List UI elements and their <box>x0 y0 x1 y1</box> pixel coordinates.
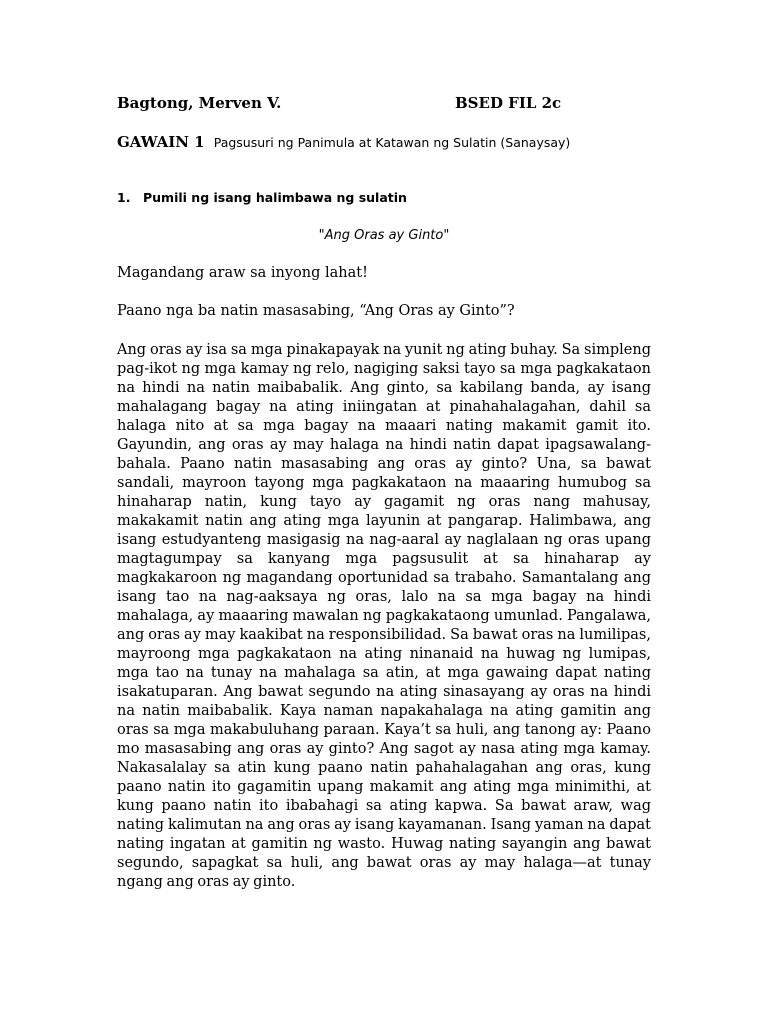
essay-greeting: Magandang araw sa inyong lahat! <box>117 265 368 281</box>
document-page <box>117 0 651 1024</box>
activity-label: GAWAIN 1 <box>117 133 205 151</box>
activity-description: Pagsusuri ng Panimula at Katawan ng Sulatin (Sanaysay) <box>213 135 571 150</box>
activity-heading <box>117 132 651 151</box>
author-name: Bagtong, Merven V. <box>117 94 282 112</box>
essay-title: "Ang Oras ay Ginto" <box>318 228 450 243</box>
essay-question: Paano nga ba natin masasabing, “Ang Oras ay Ginto”? <box>117 303 515 319</box>
instruction-number: 1. <box>117 190 131 205</box>
instruction-item <box>117 190 407 205</box>
instruction-text: Pumili ng isang halimbawa ng sulatin <box>143 190 407 205</box>
essay-body-paragraph: Ang oras ay isa sa mga pinakapayak na yunit ng ating buhay. Sa simpleng pag-ikot ng mga kamay ng relo, nagiging saksi tayo sa mga pagkakataon na hindi na natin maibabalik. Ang ginto, sa kabilang banda, ay isang mahalagang bagay na ating iniingatan at pinahahalagahan, dahil sa halaga nito at sa mga bagay na maaari nating makamit gamit ito. Gayundin, ang oras ay may halaga na hindi natin dapat ipagsawalang-bahala. Paano natin masasabing ang oras ay ginto? Una, sa bawat sandali, mayroon tayong mga pagkakataon na maaaring humubog sa hinaharap natin, kung tayo ay gagamit ng oras nang mahusay, makakamit natin ang ating mga layunin at pangarap. Halimbawa, ang isang estudyanteng masigasig na nag-aaral ay naglalaan ng oras upang magtagumpay sa kanyang mga pagsusulit at sa hinaharap ay magkakaroon ng magandang oportunidad sa trabaho. Samantalang ang isang tao na nag-aaksaya ng oras, lalo na sa mga bagay na hindi mahalaga, ay maaaring mawalan ng pagkakataong umunlad. Pangalawa, ang oras ay may kaakibat na responsibilidad. Sa bawat oras na lumilipas, mayroong mga pagkakataon na ating ninanaid na huwag ng lumipas, mga tao na tunay na mahalaga sa atin, at mga gawaing dapat nating isakatuparan. Ang bawat segundo na ating sinasayang ay oras na hindi na natin maibabalik. Kaya naman napakahalaga na ating gamitin ang oras sa mga makabuluhang paraan. Kaya’t sa huli, ang tanong ay: Paano mo masasabing ang oras ay ginto? Ang sagot ay nasa ating mga kamay. Nakasalalay sa atin kung paano natin pahahalagahan ang oras, kung paano natin ito gagamitin upang makamit ang ating mga minimithi, at kung paano natin ito ibabahagi sa ating kapwa. Sa bawat araw, wag nating kalimutan na ang oras ay isang kayamanan. Isang yaman na dapat nating ingatan at gamitin ng wasto. Huwag nating sayangin ang bawat segundo, sapagkat sa huli, ang bawat oras ay may halaga—at tunay ngang ang oras ay ginto. <box>117 342 651 890</box>
document-header <box>117 94 651 114</box>
course-section: BSED FIL 2c <box>455 94 562 112</box>
